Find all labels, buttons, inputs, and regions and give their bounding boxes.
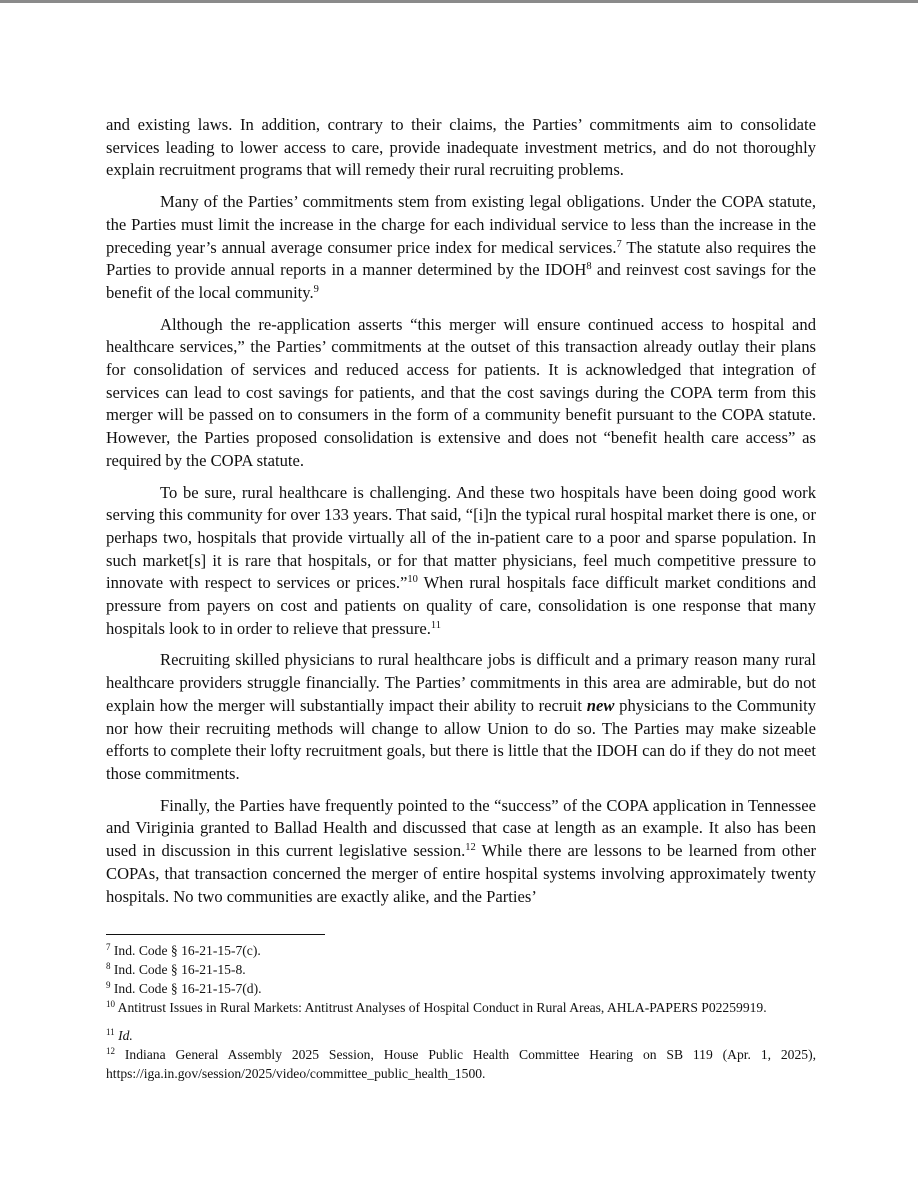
footnote-8: $^8$ Ind. Code § 16-21-15-8.: [106, 961, 246, 977]
footnote-ref-12: 12: [465, 842, 476, 854]
footnote-ref-9: 9: [313, 283, 319, 295]
footnote-ref-8: 8: [586, 261, 592, 273]
footnote-separator: [106, 934, 325, 935]
emphasis-new: new: [586, 695, 615, 715]
footnote-10: $^{10}$ Antitrust Issues in Rural Markets: Antitrust Analyses of Hospital Conduct in Rural Areas, AHLA-PAPERS P02259919.: [106, 999, 767, 1015]
footnote-ref-7: 7: [616, 238, 622, 250]
paragraph-2: Many of the Parties’ commitments stem from existing legal obligations. Under the COPA statute, the Parties must limit the increase in the charge for each individual service to less than the increase in the preceding year’s annual average consumer price index for medical services.$^7$ The statute also requires the Parties to provide annual reports in a manner determined by the IDOH$^8$ and reinvest cost savings for the benefit of the local community.$^9$: [106, 192, 816, 302]
page-top-border: [0, 0, 918, 3]
paragraph-3: Although the re-application asserts “this merger will ensure continued access to hospital and healthcare services,” the Parties’ commitments at the outset of this transaction already outlay their plans for consolidation of services and reduced access for patients. It is acknowledged that integration of services can lead to cost savings for patients, and that the cost savings during the COPA term from this merger will be passed on to consumers in the form of a community benefit pursuant to the COPA statute. However, the Parties proposed consolidation is extensive and does not “benefit health care access” as required by the COPA statute.: [106, 314, 816, 470]
paragraph-5: Recruiting skilled physicians to rural healthcare jobs is difficult and a primary reason many rural healthcare providers struggle financially. The Parties’ commitments in this area are admirable, but do not explain how the merger will substantially impact their ability to recruit new physicians to the Community nor how their recruiting methods will change to allow Union to do so. The Parties may make sizeable efforts to complete their lofty recruitment goals, but there is little that the IDOH can do if they do not meet those commitments.: [106, 650, 816, 783]
footnote-11: $^{11}$ Id.: [106, 1027, 133, 1043]
footnote-ref-10: 10: [407, 574, 418, 586]
footnote-7: $^7$ Ind. Code § 16-21-15-7(c).: [106, 942, 261, 958]
document-body: [106, 114, 816, 917]
paragraph-6: Finally, the Parties have frequently pointed to the “success” of the COPA application in Tennessee and Viriginia granted to Ballad Health and discussed that case at length as an example. It also has been used in discussion in this current legislative session.$^{12}$ While there are lessons to be learned from other COPAs, that transaction concerned the merger of entire hospital systems involving approximately twenty hospitals. No two communities are exactly alike, and the Parties’: [106, 795, 817, 906]
footnotes: [106, 941, 816, 1083]
paragraph-1: and existing laws. In addition, contrary to their claims, the Parties’ commitments aim to consolidate services leading to lower access to care, provide inadequate investment metrics, and do not thoroughly explain recruitment programs that will remedy their rural recruiting problems.: [106, 115, 816, 180]
footnote-9: $^9$ Ind. Code § 16-21-15-7(d).: [106, 980, 262, 996]
footnote-12: $^{12}$ Indiana General Assembly 2025 Session, House Public Health Committee Hearing on SB 119 (Apr. 1, 2025), https://iga.in.gov/session/2025/video/committee_public_health_1500.: [106, 1046, 816, 1081]
footnote-ref-11: 11: [430, 619, 442, 631]
paragraph-4: To be sure, rural healthcare is challenging. And these two hospitals have been doing good work serving this community for over 133 years. That said, “[i]n the typical rural hospital market there is one, or perhaps two, hospitals that provide virtually all of the in-patient care to a poor and sparse population. In such market[s] it is rare that hospitals, or for that matter physicians, feel much competitive pressure to innovate with respect to services or prices.”$^{10}$ When rural hospitals face difficult market conditions and pressure from payers on cost and patients on quality of care, consolidation is one response that many hospitals look to in order to relieve that pressure.$^{11}$: [106, 482, 816, 638]
